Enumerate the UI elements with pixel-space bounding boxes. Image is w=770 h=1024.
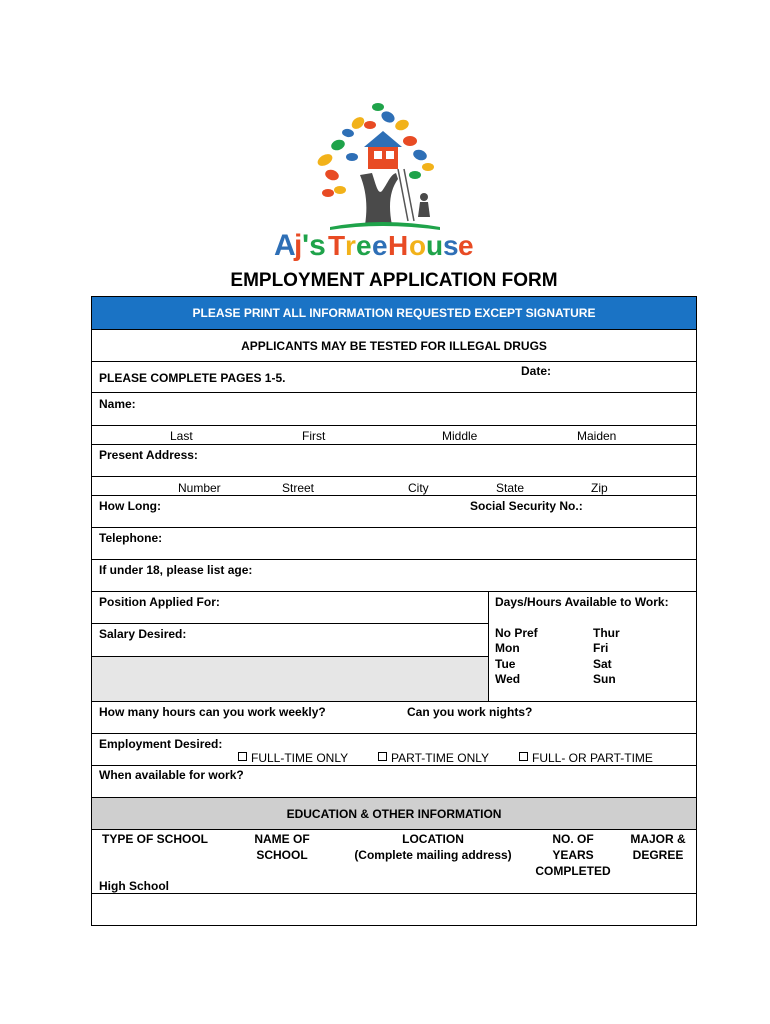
name-part-maiden: Maiden (577, 429, 617, 443)
day-mon: Mon (495, 641, 520, 655)
employment-desired-label: Employment Desired: (99, 737, 223, 751)
checkbox-icon[interactable] (519, 752, 528, 761)
svg-text:'s: 's (302, 229, 326, 262)
day-sat: Sat (593, 657, 612, 671)
day-sun: Sun (593, 672, 616, 686)
complete-pages-note: PLEASE COMPLETE PAGES 1-5. (99, 371, 286, 385)
checkbox-icon[interactable] (378, 752, 387, 761)
svg-text:o: o (409, 230, 427, 261)
tree-house-logo-icon (270, 95, 495, 265)
name-part-last: Last (170, 429, 193, 443)
present-address-label: Present Address: (99, 448, 198, 462)
drug-test-notice: APPLICANTS MAY BE TESTED FOR ILLEGAL DRUGS (241, 339, 547, 353)
day-wed: Wed (495, 672, 521, 686)
col-name-of-school: NAME OF SCHOOL (254, 832, 310, 862)
address-part-number: Number (178, 481, 221, 495)
option-full-time[interactable]: FULL-TIME ONLY (238, 751, 348, 765)
day-fri: Fri (593, 641, 609, 655)
svg-text:s: s (443, 230, 459, 261)
available-when-label: When available for work? (99, 768, 244, 782)
col-major-degree: MAJOR & DEGREE (630, 832, 686, 862)
svg-text:r: r (345, 230, 356, 261)
day-thur: Thur (593, 626, 620, 640)
print-instruction-banner: PLEASE PRINT ALL INFORMATION REQUESTED EXCEPT SIGNATURE (92, 297, 696, 329)
day-no-pref: No Pref (495, 626, 538, 640)
salary-label: Salary Desired: (99, 627, 187, 641)
address-part-zip: Zip (591, 481, 608, 495)
col-years-completed: NO. OF YEARS COMPLETED (535, 832, 611, 878)
name-label: Name: (99, 397, 136, 411)
under-18-label: If under 18, please list age: (99, 563, 253, 577)
work-nights-label: Can you work nights? (407, 705, 533, 719)
date-label: Date: (521, 364, 552, 378)
education-header: EDUCATION & OTHER INFORMATION (92, 798, 696, 829)
svg-text:j: j (294, 229, 303, 262)
option-full-or-part-time[interactable]: FULL- OR PART-TIME (519, 751, 653, 765)
days-hours-label: Days/Hours Available to Work: (495, 595, 669, 609)
address-part-street: Street (282, 481, 315, 495)
checkbox-icon[interactable] (238, 752, 247, 761)
option-part-time[interactable]: PART-TIME ONLY (378, 751, 489, 765)
col-location: LOCATION (Complete mailing address) (354, 832, 512, 862)
svg-text:e: e (458, 230, 474, 261)
svg-text:u: u (426, 230, 444, 261)
how-long-label: How Long: (99, 499, 161, 513)
svg-text:e: e (372, 230, 388, 261)
company-logo (270, 95, 495, 265)
high-school-label: High School (99, 879, 169, 893)
svg-text:T: T (328, 230, 346, 261)
ssn-label: Social Security No.: (470, 499, 583, 513)
name-part-first: First (302, 429, 326, 443)
telephone-label: Telephone: (99, 531, 163, 545)
address-part-state: State (496, 481, 525, 495)
svg-text:e: e (356, 230, 372, 261)
form-title: EMPLOYMENT APPLICATION FORM (230, 270, 558, 291)
hours-weekly-label: How many hours can you work weekly? (99, 705, 326, 719)
day-tue: Tue (495, 657, 516, 671)
svg-text:A: A (274, 229, 296, 262)
name-part-middle: Middle (442, 429, 478, 443)
shaded-cell (92, 657, 488, 701)
svg-text:H: H (388, 230, 409, 261)
address-part-city: City (408, 481, 429, 495)
col-type-of-school: TYPE OF SCHOOL (102, 832, 209, 846)
position-label: Position Applied For: (99, 595, 220, 609)
